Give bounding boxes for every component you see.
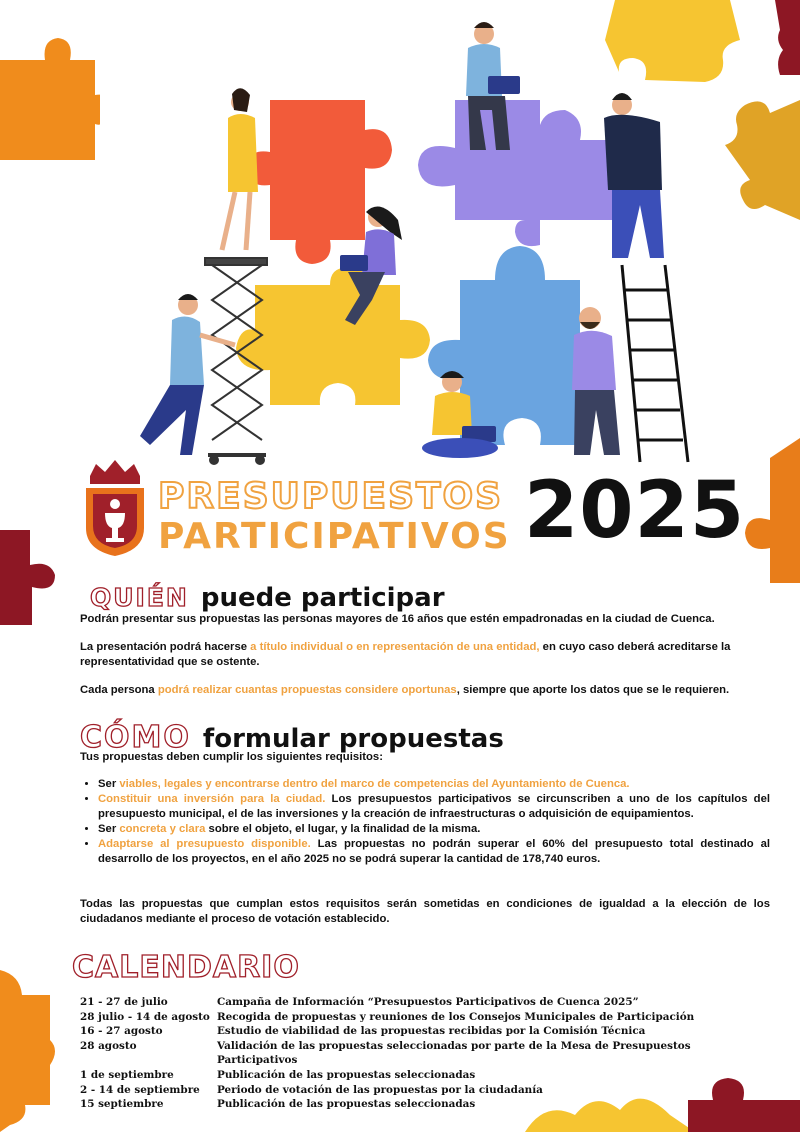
calendar-date: 2 - 14 de septiembre <box>80 1083 200 1096</box>
ladder <box>622 265 688 462</box>
requirements-list <box>80 777 770 867</box>
calendar-date: 28 agosto <box>80 1039 137 1052</box>
title-line-1: PRESUPUESTOS <box>158 476 504 517</box>
calendar-date: 1 de septiembre <box>80 1068 174 1081</box>
calendar-event: Publicación de las propuestas seleccionadas <box>217 1098 476 1111</box>
calendar-row <box>80 995 770 1010</box>
calendar-event: Publicación de las propuestas seleccionadas <box>217 1068 476 1081</box>
puzzle-piece-yellow <box>236 268 430 405</box>
list-item: • Adaptarse al presupuesto disponible. Las propuestas no podrán superar el 60% del presupuesto total destinado al desarrollo de los proyectos, en el año 2025 no se podrá superar la cantidad de 178,740 euros. <box>98 837 770 867</box>
calendar-row <box>80 1083 770 1098</box>
calendar-row <box>80 1097 770 1112</box>
calendar-date: 28 julio - 14 de agosto <box>80 1010 210 1023</box>
calendar-date: 15 septiembre <box>80 1098 164 1111</box>
calendar-row <box>80 1010 770 1025</box>
calendar-date: 21 - 27 de julio <box>80 996 168 1008</box>
list-item: • Ser concreta y clara sobre el objeto, el lugar, y la finalidad de la misma. <box>98 822 770 837</box>
calendar-event: Recogida de propuestas y reuniones de los Consejos Municipales de Participación <box>217 1010 695 1023</box>
paragraph: Cada persona podrá realizar cuantas propuestas considere oportunas, siempre que aporte los datos que se le requieren. <box>80 684 730 696</box>
section-como <box>80 720 770 940</box>
calendar-list <box>80 995 770 1112</box>
heading-outline-word: CÓMO <box>80 720 191 755</box>
calendar-event: Periodo de votación de las propuestas por la ciudadanía <box>217 1083 543 1096</box>
highlight-text: a título individual o en representación de una entidad, <box>250 641 540 653</box>
hero-illustration <box>0 0 800 470</box>
calendar-row <box>80 1039 770 1068</box>
calendar-event: Estudio de viabilidad de las propuestas recibidas por la Comisión Técnica <box>217 1025 646 1038</box>
title-year: 2025 <box>524 466 746 556</box>
puzzle-piece-bottom-left-orange <box>0 970 60 1132</box>
calendar-date: 16 - 27 agosto <box>80 1025 163 1038</box>
title-block <box>80 458 746 568</box>
paragraph: Todas las propuestas que cumplan estos requisitos serán sometidas en condiciones de igualdad a la elección de los ciudadanos mediante el proceso de votación establecido. <box>80 898 770 925</box>
paragraph: La presentación podrá hacerse a título individual o en representación de una entidad, en cuyo caso deberá acreditarse la representatividad que se ostente. <box>80 641 731 668</box>
cuenca-coat-of-arms-icon <box>80 458 150 558</box>
puzzle-piece-left-red <box>0 525 65 625</box>
calendar-row <box>80 1024 770 1039</box>
paragraph: Tus propuestas deben cumplir los siguientes requisitos: <box>80 751 383 763</box>
person-man-navy-jacket <box>604 93 664 258</box>
calendar-event: Validación de las propuestas seleccionadas por parte de la Mesa de Presupuestos Participativos <box>217 1039 691 1067</box>
list-item: • Ser viables, legales y encontrarse dentro del marco de competencias del Ayuntamiento de Cuenca. <box>98 777 770 792</box>
paragraph: Podrán presentar sus propuestas las personas mayores de 16 años que estén empadronadas en la ciudad de Cuenca. <box>80 613 715 625</box>
puzzle-piece-purple <box>418 100 615 246</box>
calendar-row <box>80 1068 770 1083</box>
heading-solid-text: puede participar <box>200 583 445 613</box>
section-heading <box>90 583 770 613</box>
heading-outline-word: QUIÉN <box>90 583 189 612</box>
highlight-text: podrá realizar cuantas propuestas considere oportunas <box>157 684 457 696</box>
person-man-pushing-lift <box>140 294 235 455</box>
section-heading <box>80 720 770 755</box>
calendario-heading: CALENDARIO <box>72 950 300 985</box>
heading-solid-text: formular propuestas <box>202 724 504 754</box>
person-woman-yellow-dress <box>222 88 258 250</box>
title-line-2: PARTICIPATIVOS <box>158 516 511 557</box>
section-quien <box>80 583 770 711</box>
list-item: • Constituir una inversión para la ciudad. Los presupuestos participativos se circunscriben a uno de los capítulos del presupuesto municipal, el de las inversiones y la creación de infraestructuras o adquisición de equipamientos. <box>98 792 770 822</box>
calendar-event: Campaña de Información “Presupuestos Participativos de Cuenca 2025” <box>217 996 639 1008</box>
